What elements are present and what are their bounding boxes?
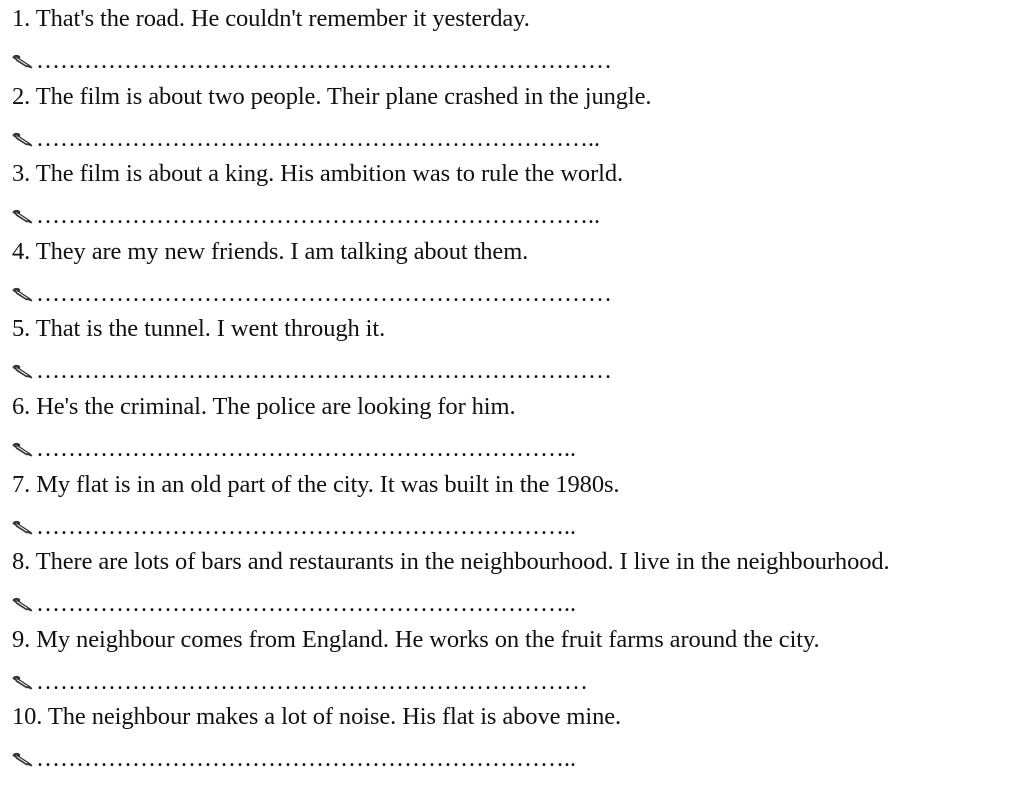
answer-dots: ……………………………………………………………..: [36, 125, 600, 152]
exercise-sentence: 10. The neighbour makes a lot of noise. His flat is above mine.: [12, 703, 622, 731]
exercise-item: [12, 470, 1017, 548]
exercise-item: [12, 392, 1017, 470]
exercise-sentence: 1. That's the road. He couldn't remember it yesterday.: [12, 5, 530, 32]
pencil-icon: [12, 132, 36, 150]
answer-dots: ……………………………………………………………..: [36, 203, 600, 230]
pencil-icon: [12, 287, 36, 305]
answer-dots: ………………………………………………………………: [36, 280, 612, 307]
exercise-sentence: 7. My flat is in an old part of the city. It was built in the 1980s.: [12, 470, 620, 498]
exercise-sentence: 9. My neighbour comes from England. He works on the fruit farms around the city.: [12, 625, 820, 653]
pencil-icon: [12, 675, 36, 693]
pencil-icon: [12, 209, 36, 227]
answer-line[interactable]: [12, 744, 576, 774]
exercise-item: [12, 237, 1017, 315]
answer-line[interactable]: [12, 279, 612, 309]
answer-line[interactable]: [12, 512, 576, 542]
exercise-item: [12, 314, 1017, 392]
exercise-item: [12, 702, 1017, 780]
exercise-sentence: 5. That is the tunnel. I went through it.: [12, 315, 386, 343]
exercise-sentence: 6. He's the criminal. The police are looking for him.: [12, 392, 516, 420]
answer-dots: …………………………………………………………..: [36, 513, 576, 540]
answer-line[interactable]: [12, 356, 612, 386]
exercise-item: [12, 4, 1017, 82]
pencil-icon: [12, 364, 36, 382]
exercise-item: [12, 159, 1017, 237]
answer-line[interactable]: [12, 46, 612, 76]
answer-line[interactable]: [12, 667, 588, 697]
answer-line[interactable]: [12, 124, 600, 154]
answer-dots: …………………………………………………………..: [36, 435, 576, 462]
exercise-item: [12, 82, 1017, 160]
exercise-sentence: 3. The film is about a king. His ambition was to rule the world.: [12, 160, 624, 188]
pencil-icon: [12, 597, 36, 615]
answer-line[interactable]: [12, 434, 576, 464]
exercise-sentence: 4. They are my new friends. I am talking about them.: [12, 237, 529, 265]
exercise-item: [12, 625, 1017, 703]
exercise-sentence: 2. The film is about two people. Their plane crashed in the jungle.: [12, 82, 652, 110]
answer-line[interactable]: [12, 589, 576, 619]
pencil-icon: [12, 752, 36, 770]
pencil-icon: [12, 442, 36, 460]
exercise-item: [12, 547, 1017, 625]
answer-dots: …………………………………………………………..: [36, 746, 576, 773]
answer-dots: ……………………………………………………………: [36, 668, 588, 695]
exercise-sentence: 8. There are lots of bars and restaurants in the neighbourhood. I live in the neighbourhood.: [12, 548, 890, 576]
pencil-icon: [12, 520, 36, 538]
answer-dots: …………………………………………………………..: [36, 591, 576, 618]
answer-dots: ………………………………………………………………: [36, 48, 612, 74]
exercise-sheet: [12, 4, 1017, 780]
answer-dots: ………………………………………………………………: [36, 358, 612, 385]
answer-line[interactable]: [12, 201, 600, 231]
pencil-icon: [12, 54, 36, 72]
